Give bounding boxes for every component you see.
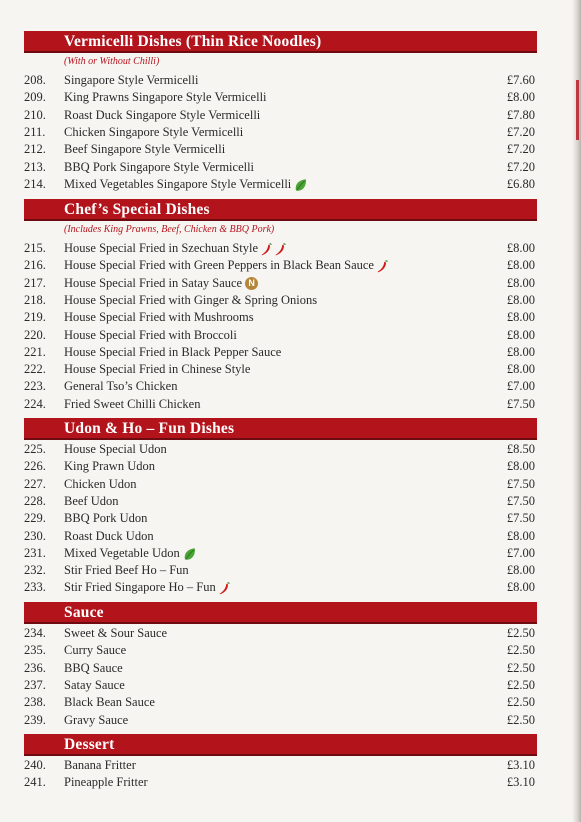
- item-price: £7.50: [506, 493, 535, 508]
- item-name-cell: [64, 528, 154, 545]
- item-number: 209.: [24, 90, 46, 105]
- item-name: BBQ Sauce: [64, 660, 123, 675]
- item-number: 231.: [24, 545, 46, 560]
- item-number: 240.: [24, 758, 46, 772]
- item-name: King Prawn Udon: [64, 459, 155, 474]
- item-name-cell: [64, 677, 125, 694]
- item-name-cell: [64, 694, 155, 711]
- section-heading: Sauce: [24, 602, 537, 624]
- item-name: House Special Fried with Ginger & Spring Onions: [64, 292, 318, 307]
- item-name: Singapore Style Vermicelli: [64, 73, 199, 87]
- menu-item: [0, 493, 581, 510]
- item-name-cell: [64, 476, 137, 493]
- item-price: £7.50: [506, 511, 535, 526]
- chilli-icon: [219, 582, 230, 595]
- item-name-cell: [64, 275, 258, 292]
- menu-item: [0, 141, 581, 158]
- item-price: £8.00: [506, 344, 535, 359]
- item-number: 216.: [24, 258, 46, 273]
- item-name: BBQ Pork Singapore Style Vermicelli: [64, 159, 255, 174]
- item-price: £8.00: [506, 258, 535, 273]
- menu-item: [0, 124, 581, 141]
- item-name: House Special Fried in Chinese Style: [64, 362, 251, 377]
- item-number: 211.: [24, 124, 46, 139]
- item-number: 236.: [24, 660, 46, 675]
- item-name: House Special Fried with Mushrooms: [64, 310, 254, 325]
- item-name: House Special Fried with Broccoli: [64, 327, 237, 342]
- item-number: 212.: [24, 142, 46, 157]
- menu-item: [0, 660, 581, 677]
- item-price: £2.50: [506, 677, 535, 692]
- item-name: BBQ Pork Udon: [64, 511, 148, 526]
- item-name: Gravy Sauce: [64, 712, 129, 727]
- item-name-cell: [64, 774, 148, 791]
- item-price: £2.50: [506, 712, 535, 727]
- section-heading: Dessert: [24, 734, 537, 756]
- item-price: £7.00: [506, 379, 535, 394]
- menu-item: [0, 528, 581, 545]
- item-number: 224.: [24, 396, 46, 411]
- menu-item: [0, 396, 581, 413]
- item-name: Black Bean Sauce: [64, 695, 155, 710]
- menu-item: [0, 510, 581, 527]
- item-price: £8.00: [506, 528, 535, 543]
- chilli-icon: [275, 243, 286, 256]
- item-name-cell: [64, 176, 307, 193]
- menu-item: [0, 327, 581, 344]
- item-number: 230.: [24, 528, 46, 543]
- item-name: House Special Fried in Black Pepper Sauce: [64, 344, 282, 359]
- menu-item: [0, 545, 581, 562]
- menu-item: [0, 72, 581, 89]
- item-number: 218.: [24, 292, 46, 307]
- item-name: King Prawns Singapore Style Vermicelli: [64, 90, 267, 105]
- item-name: House Special Udon: [64, 442, 167, 456]
- item-name-cell: [64, 141, 225, 158]
- item-price: £8.00: [506, 310, 535, 325]
- item-name-cell: [64, 493, 119, 510]
- item-name-cell: [64, 292, 317, 309]
- menu-item: [0, 677, 581, 694]
- vegetarian-leaf-icon: [294, 178, 307, 192]
- item-price: £2.50: [506, 695, 535, 710]
- item-name: Curry Sauce: [64, 643, 127, 658]
- item-price: £6.80: [506, 176, 535, 191]
- item-name-cell: [64, 545, 196, 562]
- item-name-cell: [64, 660, 123, 677]
- chilli-icon: [377, 260, 388, 273]
- chilli-icon: [261, 243, 272, 256]
- menu-item: [0, 712, 581, 729]
- item-name-cell: [64, 625, 167, 642]
- item-number: 237.: [24, 677, 46, 692]
- menu-item: [0, 458, 581, 475]
- menu-item: [0, 562, 581, 579]
- item-number: 232.: [24, 563, 46, 578]
- item-number: 241.: [24, 775, 46, 790]
- menu-item: [0, 476, 581, 493]
- item-price: £7.00: [506, 545, 535, 560]
- item-price: £8.00: [506, 275, 535, 290]
- menu-item: [0, 441, 581, 458]
- item-price: £8.00: [506, 292, 535, 307]
- item-price: £8.00: [506, 580, 535, 595]
- item-number: 226.: [24, 459, 46, 474]
- item-price: £7.20: [506, 159, 535, 174]
- menu-item: [0, 757, 581, 774]
- item-name-cell: [64, 361, 250, 378]
- item-name-cell: [64, 257, 388, 274]
- item-name-cell: [64, 579, 230, 596]
- item-name: Mixed Vegetables Singapore Style Vermicelli: [64, 176, 292, 191]
- item-name-cell: [64, 642, 126, 659]
- item-name-cell: [64, 510, 147, 527]
- item-price: £7.20: [506, 124, 535, 139]
- menu-item: [0, 159, 581, 176]
- section-heading: Udon & Ho – Fun Dishes: [24, 418, 537, 440]
- item-name: Stir Fried Beef Ho – Fun: [64, 563, 189, 578]
- item-price: £2.50: [506, 660, 535, 675]
- vegetarian-leaf-icon: [183, 547, 196, 561]
- item-name: Satay Sauce: [64, 677, 125, 692]
- item-number: 229.: [24, 511, 46, 526]
- item-price: £8.00: [506, 459, 535, 474]
- item-number: 225.: [24, 442, 46, 456]
- item-price: £7.50: [506, 396, 535, 411]
- item-name-cell: [64, 441, 167, 458]
- item-number: 217.: [24, 275, 46, 290]
- section-heading: Chef’s Special Dishes: [24, 199, 537, 221]
- item-number: 228.: [24, 493, 46, 508]
- item-name-cell: [64, 396, 200, 413]
- item-name-cell: [64, 712, 128, 729]
- item-number: 221.: [24, 344, 46, 359]
- item-price: £2.50: [506, 626, 535, 640]
- item-name-cell: [64, 757, 136, 774]
- menu-item: [0, 275, 581, 292]
- item-price: £7.20: [506, 142, 535, 157]
- item-price: £8.00: [506, 90, 535, 105]
- item-number: 239.: [24, 712, 46, 727]
- item-price: £3.10: [506, 775, 535, 790]
- menu-item: [0, 257, 581, 274]
- item-number: 215.: [24, 241, 46, 255]
- item-name-cell: [64, 309, 254, 326]
- menu-item: [0, 774, 581, 791]
- item-name-cell: [64, 327, 237, 344]
- section-note: (With or Without Chilli): [64, 56, 160, 67]
- section-note: (Includes King Prawns, Beef, Chicken & BBQ Pork): [64, 224, 275, 235]
- section-heading: Vermicelli Dishes (Thin Rice Noodles): [24, 31, 537, 53]
- item-name-cell: [64, 72, 198, 89]
- item-name: Fried Sweet Chilli Chicken: [64, 396, 201, 411]
- item-name-cell: [64, 124, 243, 141]
- item-price: £8.00: [506, 563, 535, 578]
- item-name: Roast Duck Udon: [64, 528, 154, 543]
- item-name: Roast Duck Singapore Style Vermicelli: [64, 107, 261, 122]
- item-name: Beef Udon: [64, 493, 119, 508]
- item-number: 214.: [24, 176, 46, 191]
- nut-icon: N: [245, 277, 258, 290]
- item-name-cell: [64, 89, 267, 106]
- item-name: House Special Fried in Szechuan Style: [64, 241, 259, 255]
- menu-item: [0, 361, 581, 378]
- item-name: General Tso’s Chicken: [64, 379, 178, 394]
- item-name-cell: [64, 458, 155, 475]
- item-name: Chicken Udon: [64, 476, 137, 491]
- menu-item: [0, 579, 581, 596]
- item-name: House Special Fried with Green Peppers in Black Bean Sauce: [64, 258, 374, 273]
- item-number: 219.: [24, 310, 46, 325]
- item-number: 210.: [24, 107, 46, 122]
- menu-item: [0, 292, 581, 309]
- item-name-cell: [64, 107, 260, 124]
- item-name: Chicken Singapore Style Vermicelli: [64, 124, 244, 139]
- item-name: House Special Fried in Satay Sauce: [64, 275, 243, 290]
- item-name-cell: [64, 378, 177, 395]
- menu-item: [0, 694, 581, 711]
- item-price: £8.50: [506, 442, 535, 456]
- item-name: Stir Fried Singapore Ho – Fun: [64, 580, 216, 595]
- item-price: £7.50: [506, 476, 535, 491]
- item-price: £2.50: [506, 643, 535, 658]
- item-number: 235.: [24, 643, 46, 658]
- item-name: Mixed Vegetable Udon: [64, 545, 180, 560]
- menu-item: [0, 176, 581, 193]
- item-number: 227.: [24, 476, 46, 491]
- item-price: £7.80: [506, 107, 535, 122]
- item-number: 223.: [24, 379, 46, 394]
- menu-item: [0, 107, 581, 124]
- menu-item: [0, 309, 581, 326]
- item-name-cell: [64, 562, 189, 579]
- menu-item: [0, 89, 581, 106]
- item-price: £8.00: [506, 362, 535, 377]
- item-number: 208.: [24, 73, 46, 87]
- item-price: £7.60: [506, 73, 535, 87]
- menu-item: [0, 378, 581, 395]
- item-name: Beef Singapore Style Vermicelli: [64, 142, 226, 157]
- item-number: 233.: [24, 580, 46, 595]
- item-number: 234.: [24, 626, 46, 640]
- item-number: 220.: [24, 327, 46, 342]
- item-name: Banana Fritter: [64, 758, 136, 772]
- item-price: £8.00: [506, 241, 535, 255]
- item-price: £8.00: [506, 327, 535, 342]
- item-name: Pineapple Fritter: [64, 775, 148, 790]
- item-name-cell: [64, 159, 254, 176]
- item-name-cell: [64, 240, 286, 257]
- item-number: 213.: [24, 159, 46, 174]
- item-number: 222.: [24, 362, 46, 377]
- menu-item: [0, 344, 581, 361]
- menu-item: [0, 625, 581, 642]
- item-name-cell: [64, 344, 281, 361]
- item-name: Sweet & Sour Sauce: [64, 626, 168, 640]
- menu-item: [0, 642, 581, 659]
- item-price: £3.10: [506, 758, 535, 772]
- item-number: 238.: [24, 695, 46, 710]
- menu-item: [0, 240, 581, 257]
